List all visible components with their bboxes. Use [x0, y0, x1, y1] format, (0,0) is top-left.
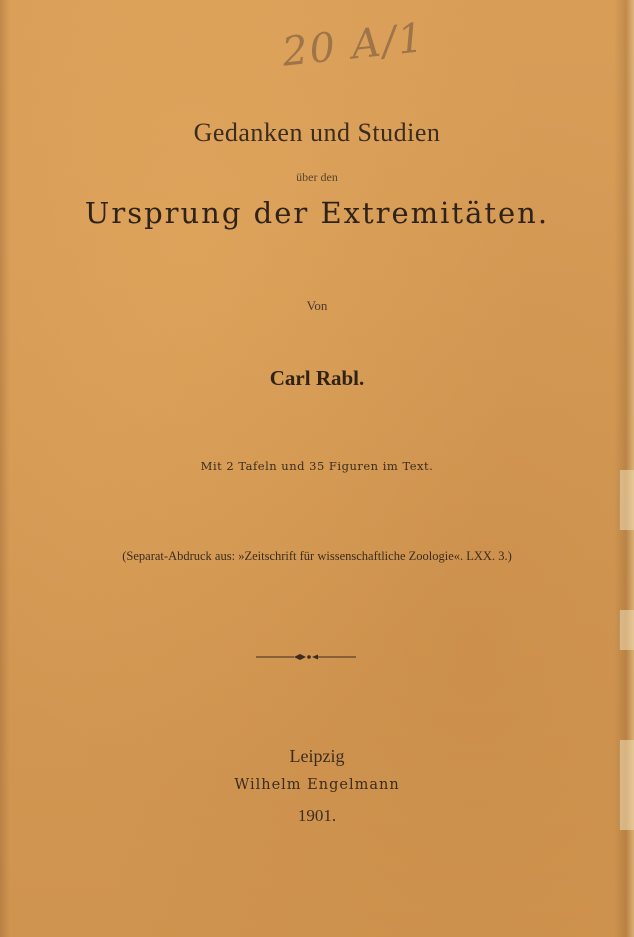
pencil-shelfmark: 20 A/1 [280, 15, 428, 76]
imprint-year: 1901. [297, 806, 337, 825]
imprint-city: Leipzig [289, 746, 345, 766]
edge-tear [619, 470, 634, 530]
title-line-2: Ursprung der Extremitäten. [84, 196, 550, 230]
illustrations-note: Mit 2 Tafeln und 35 Figuren im Text. [200, 459, 434, 473]
offprint-note: (Separat-Abdruck aus: »Zeitschrift für wissenschaftliche Zoologie«. LXX. 3.) [122, 549, 512, 563]
title-line-1: Gedanken und Studien [193, 118, 441, 147]
by-label: Von [306, 298, 328, 313]
author-name: Carl Rabl. [269, 366, 365, 390]
ornamental-rule [256, 651, 356, 663]
title-connector: über den [296, 170, 338, 184]
imprint-publisher: Wilhelm Engelmann [234, 777, 400, 793]
edge-tear [619, 610, 634, 650]
